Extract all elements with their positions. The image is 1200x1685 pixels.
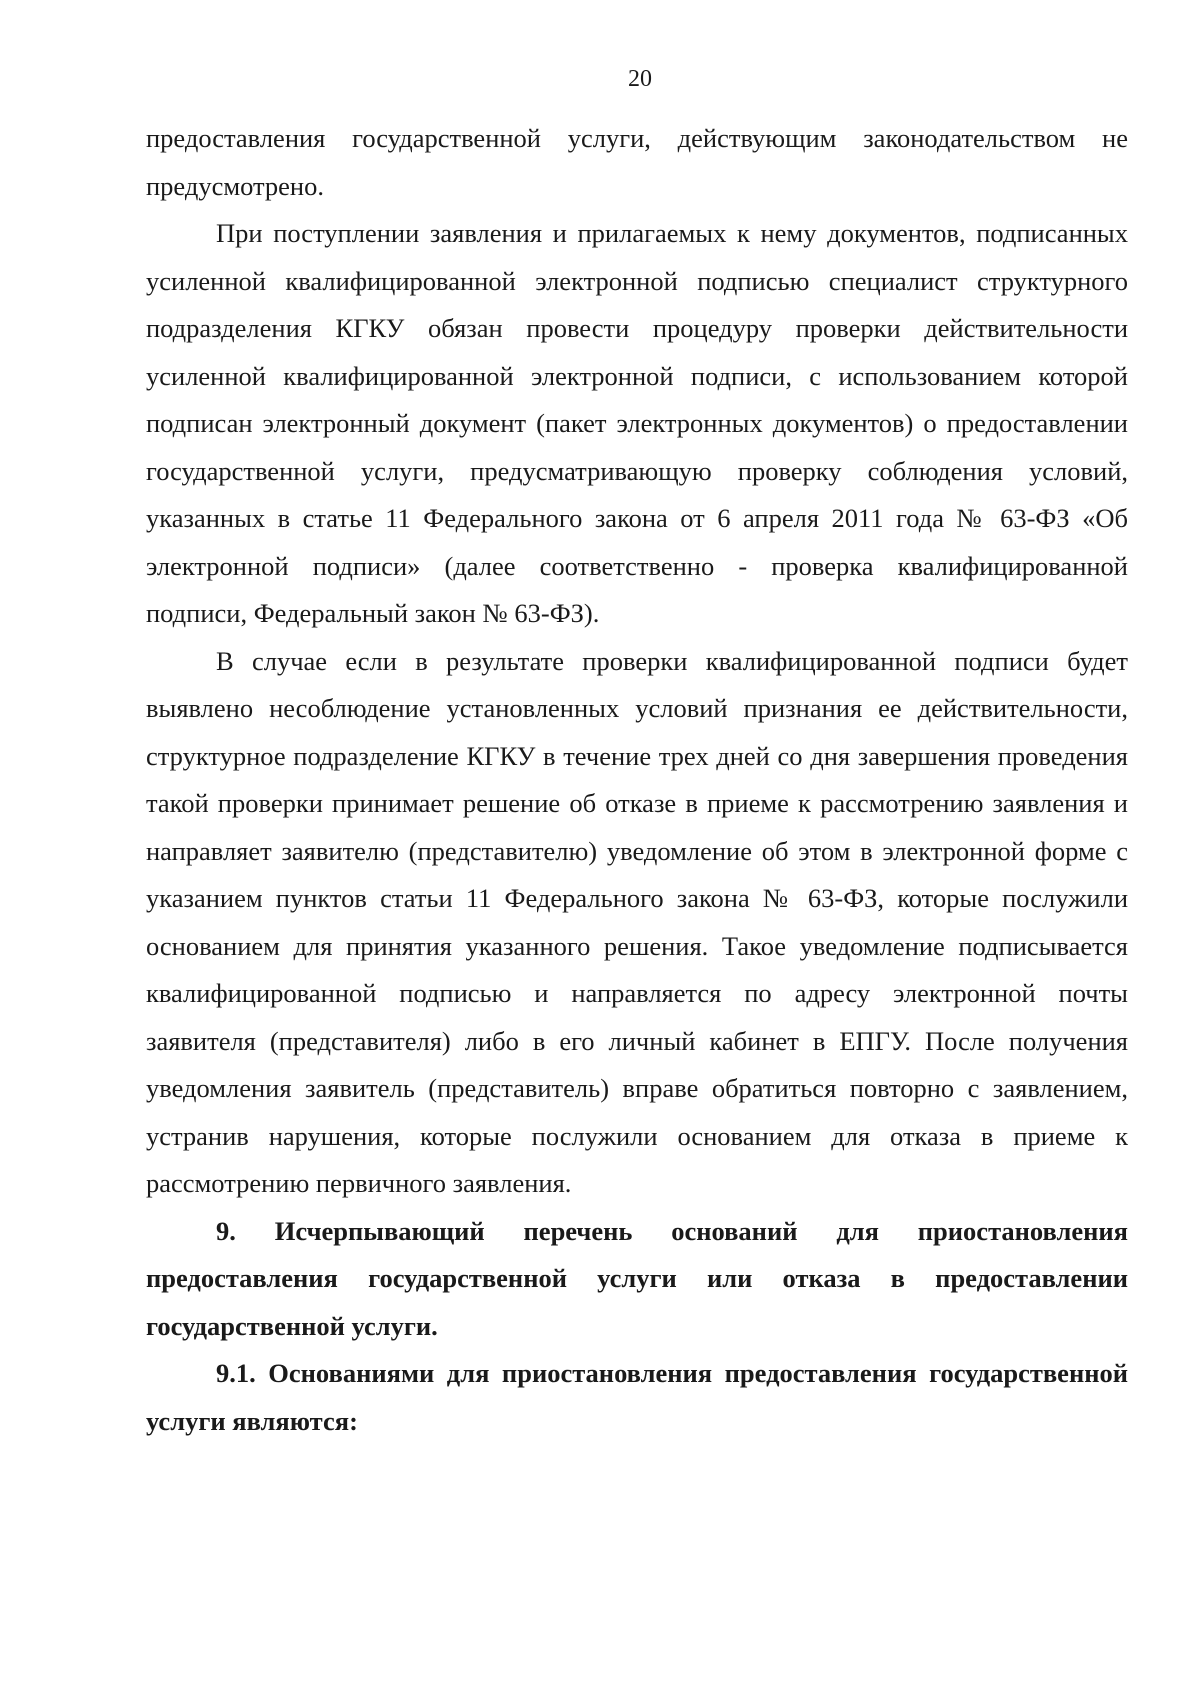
paragraph-continuation: предоставления государственной услуги, действующим законодательством не предусмотрено.	[146, 123, 1128, 201]
paragraph-verification-failure: В случае если в результате проверки квалифицированной подписи будет выявлено несоблюдение установленных условий признания ее действительности, структурное подразделение КГКУ в течение трех дней со дня завершения проведения такой проверки принимает решение об отказе в приеме к рассмотрению заявления и направляет заявителю (представителю) уведомление об этом в электронной форме с указанием пунктов статьи 11 Федерального закона № 63-ФЗ, которые послужили основанием для принятия указанного решения. Такое уведомление подписывается квалифицированной подписью и направляется по адресу электронной почты заявителя (представителя) либо в его личный кабинет в ЕПГУ. После получения уведомления заявитель (представитель) вправе обратиться повторно с заявлением, устранив нарушения, которые послужили основанием для отказа в приеме к рассмотрению первичного заявления.	[146, 645, 1128, 1198]
section-heading-9: 9. Исчерпывающий перечень оснований для приостановления предоставления государственной услуги или отказа в предоставлении государственной услуги.	[146, 1215, 1128, 1341]
page-number: 20	[628, 66, 652, 92]
section-heading-9-1: 9.1. Основаниями для приостановления предоставления государственной услуги являются:	[146, 1358, 1128, 1436]
document-body	[146, 115, 1128, 1445]
paragraph-signature-verification: При поступлении заявления и прилагаемых к нему документов, подписанных усиленной квалифицированной электронной подписью специалист структурного подразделения КГКУ обязан провести процедуру проверки действительности усиленной квалифицированной электронной подписи, с использованием которой подписан электронный документ (пакет электронных документов) о предоставлении государственной услуги, предусматривающую проверку соблюдения условий, указанных в статье 11 Федерального закона от 6 апреля 2011 года № 63-ФЗ «Об электронной подписи» (далее соответственно - проверка квалифицированной подписи, Федеральный закон № 63-ФЗ).	[146, 218, 1128, 628]
